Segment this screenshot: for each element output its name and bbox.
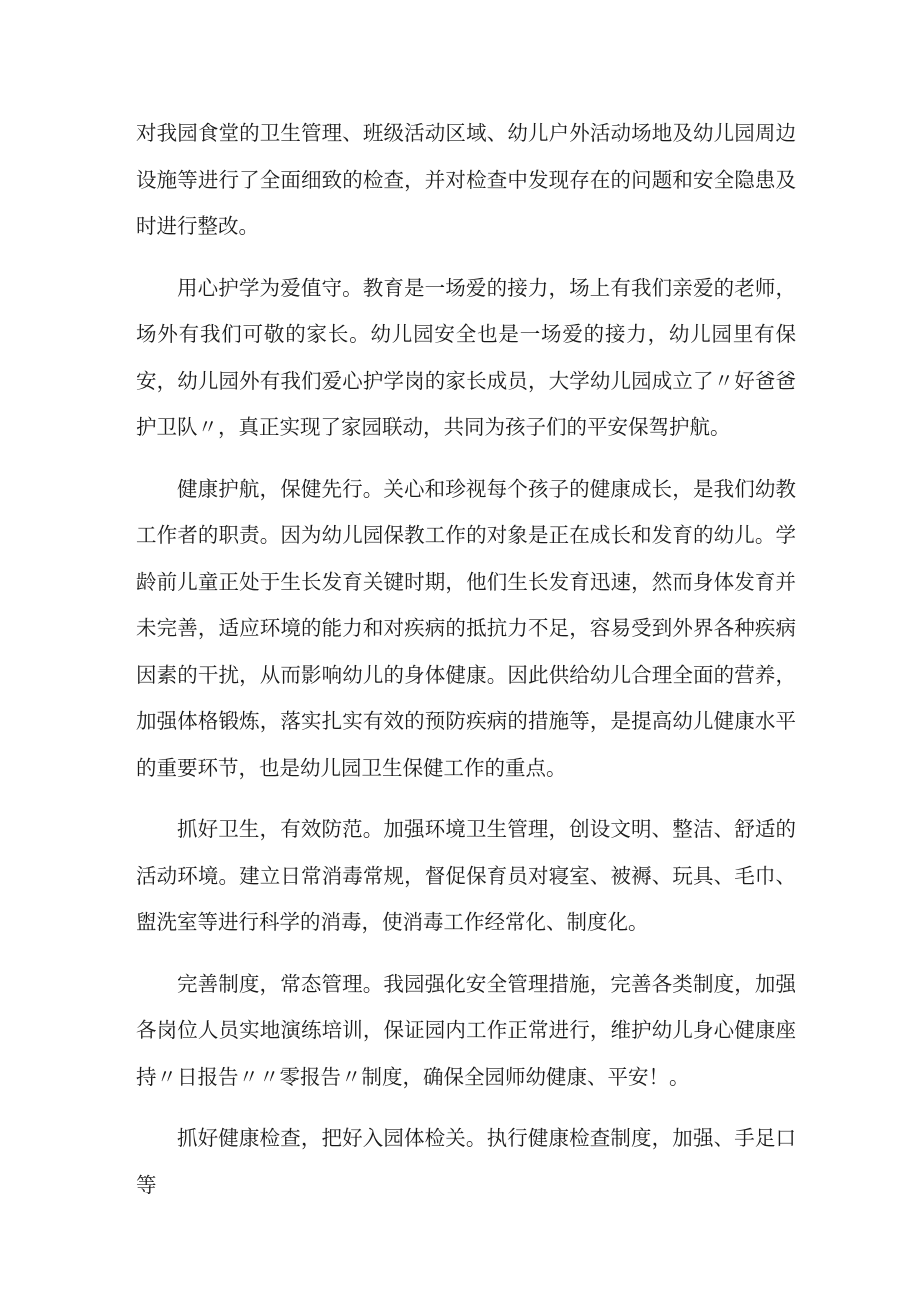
paragraph-regulations: 完善制度，常态管理。我园强化安全管理措施，完善各类制度，加强各岗位人员实地演练培训，保证园内工作正常进行，维护幼儿身心健康座持〃日报告〃〃零报告〃制度，确保全园师幼健康、平安！。 [136, 971, 796, 1089]
paragraph-health-check: 抓好健康检查，把好入园体检关。执行健康检查制度，加强、手足口等 [136, 1126, 796, 1197]
document-body [136, 110, 796, 1223]
paragraph-guard-duty: 用心护学为爱值守。教育是一场爱的接力，场上有我们亲爱的老师，场外有我们可敬的家长。幼儿园安全也是一场爱的接力，幼儿园里有保安，幼儿园外有我们爱心护学岗的家长成员，大学幼儿园成立了〃好爸爸护卫队〃，真正实现了家园联动，共同为孩子们的平安保驾护航。 [136, 275, 796, 439]
paragraph-health-care: 健康护航，保健先行。关心和珍视每个孩子的健康成长，是我们幼教工作者的职责。因为幼儿园保教工作的对象是正在成长和发育的幼儿。学龄前儿童正处于生长发育关键时期，他们生长发育迅速，然而身体发育并未完善，适应环境的能力和对疾病的抵抗力不足，容易受到外界各种疾病因素的干扰，从而影响幼儿的身体健康。因此供给幼儿合理全面的营养，加强体格锻炼，落实扎实有效的预防疾病的措施等，是提高幼儿健康水平的重要环节，也是幼儿园卫生保健工作的重点。 [136, 476, 796, 780]
paragraph-inspection: 对我园食堂的卫生管理、班级活动区域、幼儿户外活动场地及幼儿园周边设施等进行了全面细致的检查，并对检查中发现存在的问题和安全隐患及时进行整改。 [136, 121, 796, 238]
paragraph-hygiene: 抓好卫生，有效防范。加强环境卫生管理，创设文明、整洁、舒适的活动环境。建立日常消毒常规，督促保育员对寝室、被褥、玩具、毛巾、盥洗室等进行科学的消毒，使消毒工作经常化、制度化。 [136, 817, 796, 934]
